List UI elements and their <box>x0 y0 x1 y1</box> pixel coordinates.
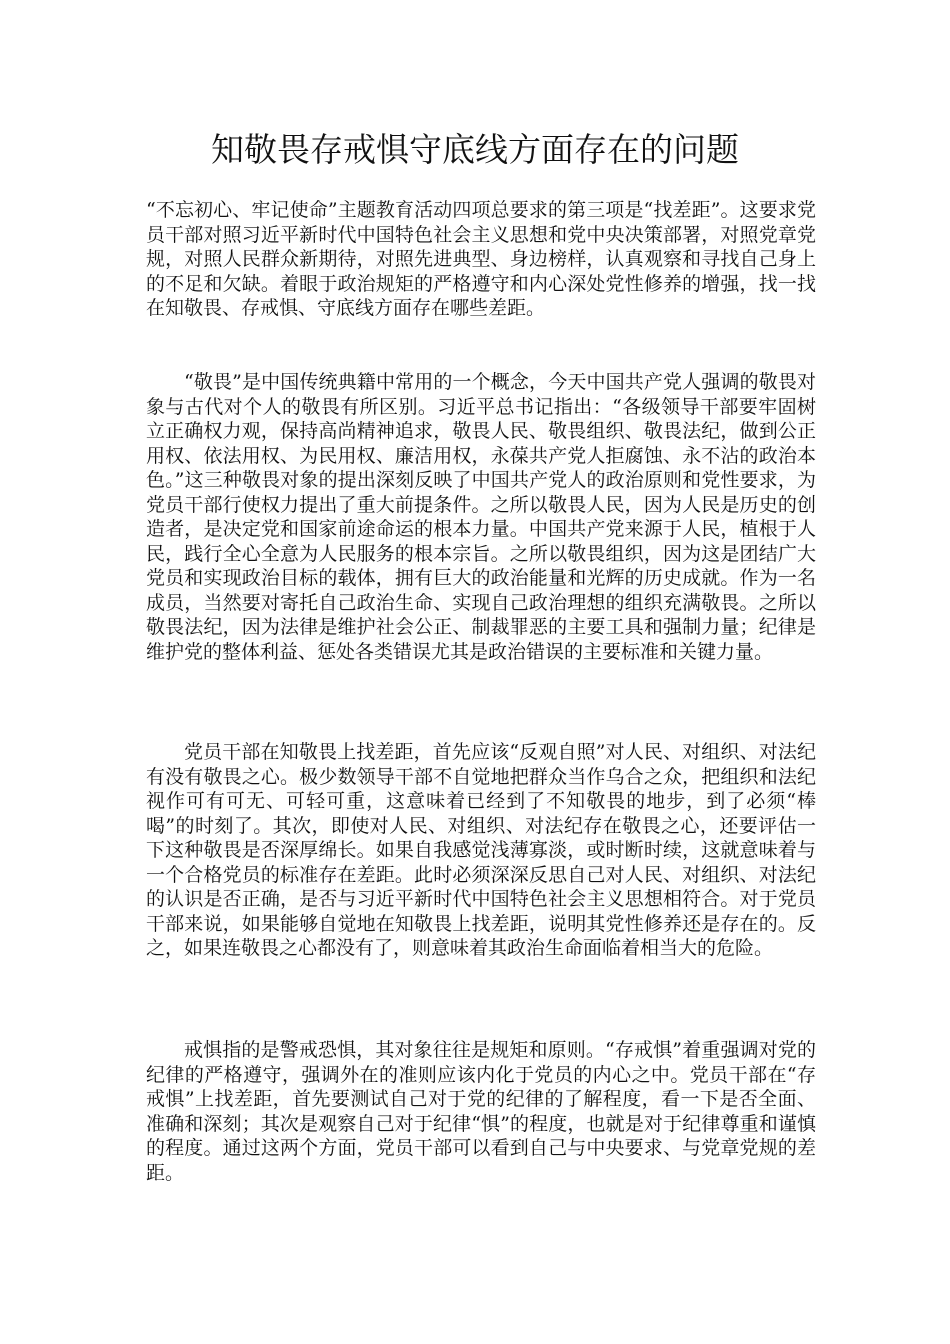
document-title: 知敬畏存戒惧守底线方面存在的问题 <box>211 130 739 169</box>
paragraph-1: “不忘初心、牢记使命”主题教育活动四项总要求的第三项是“找差距”。这要求党员干部对照习近平新时代中国特色社会主义思想和党中央决策部署，对照党章党规，对照人民群众新期待，对照先进典型、身边榜样，认真观察和寻找自己身上的不足和欠缺。着眼于政治规矩的严格遵守和内心深处党性修养的增强，找一找在知敬畏、存戒惧、守底线方面存在哪些差距。 <box>146 199 816 319</box>
paragraph-4: 戒惧指的是警戒恐惧，其对象往往是规矩和原则。“存戒惧”着重强调对党的纪律的严格遵守，强调外在的准则应该内化于党员的内心之中。党员干部在“存戒惧”上找差距，首先要测试自己对于党的纪律的了解程度，看一下是否全面、准确和深刻；其次是观察自己对于纪律“惧”的程度，也就是对于纪律尊重和谨慎的程度。通过这两个方面，党员干部可以看到自己与中央要求、与党章党规的差距。 <box>146 1039 816 1184</box>
paragraph-2: “敬畏”是中国传统典籍中常用的一个概念，今天中国共产党人强调的敬畏对象与古代对个人的敬畏有所区别。习近平总书记指出：“各级领导干部要牢固树立正确权力观，保持高尚精神追求，敬畏人民、敬畏组织、敬畏法纪，做到公正用权、依法用权、为民用权、廉洁用权，永葆共产党人拒腐蚀、永不沾的政治本色。”这三种敬畏对象的提出深刻反映了中国共产党人的政治原则和党性要求，为党员干部行使权力提出了重大前提条件。之所以敬畏人民，因为人民是历史的创造者，是决定党和国家前途命运的根本力量。中国共产党来源于人民，植根于人民，践行全心全意为人民服务的根本宗旨。之所以敬畏组织，因为这是团结广大党员和实现政治目标的载体，拥有巨大的政治能量和光辉的历史成就。作为一名成员，当然要对寄托自己政治生命、实现自己政治理想的组织充满敬畏。之所以敬畏法纪，因为法律是维护社会公正、制裁罪恶的主要工具和强制力量；纪律是维护党的整体利益、惩处各类错误尤其是政治错误的主要标准和关键力量。 <box>146 371 816 663</box>
paragraph-3: 党员干部在知敬畏上找差距，首先应该“反观自照”对人民、对组织、对法纪有没有敬畏之心。极少数领导干部不自觉地把群众当作乌合之众，把组织和法纪视作可有可无、可轻可重，这意味着已经到了不知敬畏的地步，到了必须“棒喝”的时刻了。其次，即使对人民、对组织、对法纪存在敬畏之心，还要评估一下这种敬畏是否深厚绵长。如果自我感觉浅薄寡淡，或时断时续，这就意味着与一个合格党员的标准存在差距。此时必须深深反思自己对人民、对组织、对法纪的认识是否正确，是否与习近平新时代中国特色社会主义思想相符合。对于党员干部来说，如果能够自觉地在知敬畏上找差距，说明其党性修养还是存在的。反之，如果连敬畏之心都没有了，则意味着其政治生命面临着相当大的危险。 <box>146 741 816 959</box>
